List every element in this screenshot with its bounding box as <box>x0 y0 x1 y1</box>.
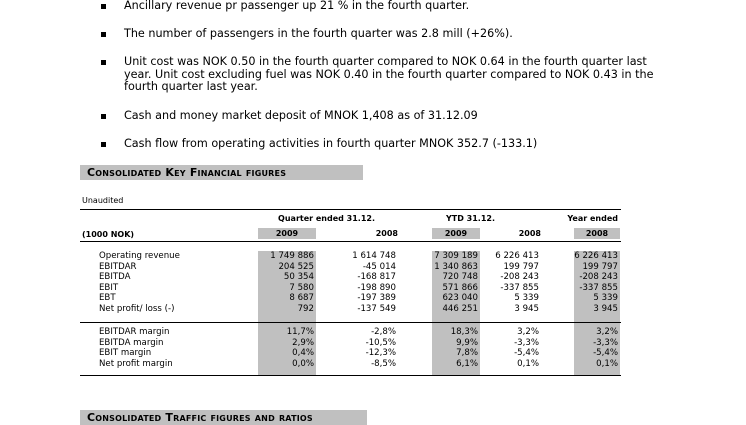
table-cell: 0,0% <box>292 358 314 369</box>
table-cell: -45 014 <box>362 261 396 272</box>
section-title-key-figures: Consolidated Key Financial figures <box>80 165 363 180</box>
table-cell: 7,8% <box>456 348 478 358</box>
row-label: EBIT margin <box>99 348 152 358</box>
table-cell: -5,4% <box>514 348 539 358</box>
year-header: 2008 <box>585 229 609 238</box>
bullet-icon <box>101 114 106 119</box>
table-cell: 1 749 886 <box>270 251 314 261</box>
bullet-text: The number of passengers in the fourth quarter was 2.8 mill (+26%). <box>124 27 513 40</box>
row-label: Net profit/ loss (-) <box>99 303 175 314</box>
table-cell: 571 866 <box>442 282 478 293</box>
table-cell: -337 855 <box>579 282 618 293</box>
table-cell: -3,3% <box>514 337 539 348</box>
table-cell: 0,4% <box>292 348 314 358</box>
table-cell: 6,1% <box>456 358 478 369</box>
table-cell: 6 226 413 <box>574 251 618 261</box>
bullet-icon <box>101 32 106 37</box>
table-cell: 18,3% <box>450 327 478 337</box>
table-cell: -8,5% <box>371 358 396 369</box>
row-label: EBT <box>99 293 116 303</box>
table-cell: -2,8% <box>371 327 396 337</box>
table-cell: 7 309 189 <box>434 251 478 261</box>
row-label: EBITDAR <box>99 261 137 272</box>
table-cell: -10,5% <box>365 337 396 348</box>
table-cell: 1 614 748 <box>352 251 396 261</box>
bullet-text: Unit cost was NOK 0.50 in the fourth quarter compared to NOK 0.64 in the fourth quarter last year. Unit cost excluding fuel was NOK 0.40 in the fourth quarter compared to NOK 0.43 in the fourth quarter last year. <box>124 55 654 93</box>
bullet-text: Cash flow from operating activities in fourth quarter MNOK 352.7 (-133.1) <box>124 137 538 150</box>
table-cell: 0,1% <box>517 358 539 369</box>
table-cell: 5 339 <box>514 293 539 303</box>
row-label: EBITDA margin <box>99 337 164 348</box>
row-label: Operating revenue <box>99 251 180 261</box>
row-label: Net profit margin <box>99 358 173 369</box>
table-top-rule <box>80 209 621 210</box>
table-cell: -137 549 <box>357 303 396 314</box>
row-label: EBIT <box>99 282 119 293</box>
table-cell: -3,3% <box>593 337 618 348</box>
mid-rule <box>80 322 621 323</box>
header-ytd: YTD 31.12. <box>446 214 496 223</box>
table-cell: 199 797 <box>503 261 539 272</box>
table-cell: -208 243 <box>579 272 618 282</box>
section-title-traffic: Consolidated Traffic figures and ratios <box>80 410 367 425</box>
table-cell: 446 251 <box>442 303 478 314</box>
table-cell: 7 580 <box>289 282 314 293</box>
table-cell: 0,1% <box>596 358 618 369</box>
table-cell: -12,3% <box>365 348 396 358</box>
year-header: 2009 <box>275 229 299 238</box>
bullet-icon <box>101 4 106 9</box>
header-quarter: Quarter ended 31.12. <box>278 214 375 223</box>
header-year-ended: Year ended <box>567 214 618 223</box>
table-cell: 5 339 <box>593 293 618 303</box>
table-cell: 720 748 <box>442 272 478 282</box>
row-label: EBITDA <box>99 272 131 282</box>
table-cell: 6 226 413 <box>495 251 539 261</box>
unit-label: (1000 NOK) <box>82 230 135 239</box>
table-cell: -197 389 <box>357 293 396 303</box>
table-cell: 11,7% <box>286 327 314 337</box>
bottom-rule <box>80 375 621 376</box>
table-cell: 1 340 863 <box>434 261 478 272</box>
table-cell: -5,4% <box>593 348 618 358</box>
table-cell: -198 890 <box>357 282 396 293</box>
table-cell: -168 817 <box>357 272 396 282</box>
table-cell: -337 855 <box>500 282 539 293</box>
bullet-icon <box>101 60 106 65</box>
table-cell: 9,9% <box>456 337 478 348</box>
row-label: EBITDAR margin <box>99 327 170 337</box>
header-rule <box>80 241 621 242</box>
year-header: 2008 <box>518 229 541 238</box>
table-cell: 2,9% <box>292 337 314 348</box>
table-cell: 3 945 <box>593 303 618 314</box>
bullet-icon <box>101 142 106 147</box>
unaudited-note: Unaudited <box>82 196 124 205</box>
table-cell: 792 <box>297 303 314 314</box>
table-cell: 3 945 <box>514 303 539 314</box>
table-cell: 3,2% <box>517 327 539 337</box>
year-header: 2008 <box>375 229 398 238</box>
table-cell: 8 687 <box>289 293 314 303</box>
table-cell: 199 797 <box>582 261 618 272</box>
table-cell: -208 243 <box>500 272 539 282</box>
table-cell: 623 040 <box>442 293 478 303</box>
year-header: 2009 <box>444 229 468 238</box>
bullet-text: Cash and money market deposit of MNOK 1,408 as of 31.12.09 <box>124 109 478 122</box>
table-cell: 204 525 <box>278 261 314 272</box>
table-cell: 50 354 <box>283 272 314 282</box>
table-cell: 3,2% <box>596 327 618 337</box>
bullet-text: Ancillary revenue pr passenger up 21 % in the fourth quarter. <box>124 0 470 12</box>
